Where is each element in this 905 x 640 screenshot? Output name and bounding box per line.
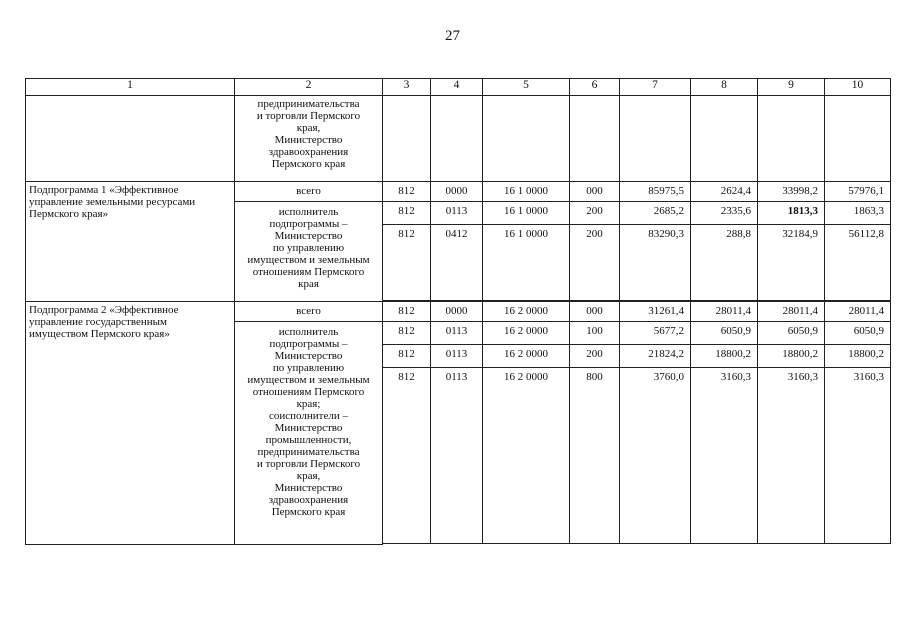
cell: 18800,2 (691, 345, 758, 368)
cell: 812 (383, 345, 431, 368)
cell: 16 2 0000 (483, 368, 570, 544)
cell: 6050,9 (691, 322, 758, 345)
cell: 0113 (431, 368, 483, 544)
cell: 812 (383, 322, 431, 345)
column-number-row (26, 79, 892, 96)
cell: 33998,2 (758, 182, 825, 202)
cell: 2685,2 (620, 202, 691, 225)
cell: 16 1 0000 (483, 202, 570, 225)
subprogram-2-title: Подпрограмма 2 «Эффективное управление государственным имуществом Пермского края» (26, 302, 235, 545)
cell: 16 2 0000 (483, 322, 570, 345)
cell: 812 (383, 225, 431, 301)
budget-table (25, 78, 892, 545)
cell: 812 (383, 202, 431, 225)
cell: 0113 (431, 345, 483, 368)
cell: 57976,1 (825, 182, 891, 202)
cell: 200 (570, 345, 620, 368)
cell: 16 2 0000 (483, 302, 570, 322)
cell: 288,8 (691, 225, 758, 301)
cell: 18800,2 (758, 345, 825, 368)
subprogram-1-executor: исполнитель подпрограммы – Министерство по управлению имуществом и земельным отношениям Пермского края (235, 202, 383, 302)
cell: 0113 (431, 322, 483, 345)
cell: 83290,3 (620, 225, 691, 301)
cell: 1813,3 (758, 202, 825, 225)
cell: 16 1 0000 (483, 182, 570, 202)
column-header-8: 8 (691, 79, 758, 96)
cell: 3760,0 (620, 368, 691, 544)
cell: 21824,2 (620, 345, 691, 368)
column-header-7: 7 (620, 79, 691, 96)
cell: 0000 (431, 302, 483, 322)
table-row (26, 302, 892, 322)
cell: 2335,6 (691, 202, 758, 225)
cell: 28011,4 (758, 302, 825, 322)
cell: 85975,5 (620, 182, 691, 202)
cell: 31261,4 (620, 302, 691, 322)
column-header-4: 4 (431, 79, 483, 96)
cell: 100 (570, 322, 620, 345)
cell: 0113 (431, 202, 483, 225)
subprogram-2-total-label: всего (235, 302, 383, 322)
page-number: 27 (445, 28, 460, 44)
cell: 3160,3 (825, 368, 891, 544)
subprogram-2-executors: исполнитель подпрограммы – Министерство по управлению имуществом и земельным отношениям Пермского края; соисполнители – Министерство промышленности, предпринимательства и торговли Пермского края, Министерство здравоохранения Пермского края (235, 322, 383, 545)
cell: 0000 (431, 182, 483, 202)
continuation-col1 (26, 96, 235, 182)
cell: 000 (570, 302, 620, 322)
cell: 6050,9 (758, 322, 825, 345)
cell: 6050,9 (825, 322, 891, 345)
column-header-1: 1 (26, 79, 235, 96)
column-header-5: 5 (483, 79, 570, 96)
column-header-3: 3 (383, 79, 431, 96)
cell: 0412 (431, 225, 483, 301)
cell: 812 (383, 368, 431, 544)
cell: 812 (383, 182, 431, 202)
cell: 3160,3 (691, 368, 758, 544)
column-header-9: 9 (758, 79, 825, 96)
continuation-row (26, 96, 892, 182)
cell: 28011,4 (691, 302, 758, 322)
subprogram-1-title: Подпрограмма 1 «Эффективное управление земельными ресурсами Пермского края» (26, 182, 235, 302)
column-header-6: 6 (570, 79, 620, 96)
cell: 800 (570, 368, 620, 544)
cell: 56112,8 (825, 225, 891, 301)
cell: 16 2 0000 (483, 345, 570, 368)
cell: 1863,3 (825, 202, 891, 225)
subprogram-1-total-label: всего (235, 182, 383, 202)
cell: 3160,3 (758, 368, 825, 544)
cell: 200 (570, 202, 620, 225)
cell: 000 (570, 182, 620, 202)
cell: 28011,4 (825, 302, 891, 322)
cell: 32184,9 (758, 225, 825, 301)
cell: 200 (570, 225, 620, 301)
column-header-10: 10 (825, 79, 891, 96)
continuation-executors: предпринимательства и торговли Пермского края, Министерство здравоохранения Пермского края (235, 96, 383, 182)
column-header-2: 2 (235, 79, 383, 96)
cell: 5677,2 (620, 322, 691, 345)
cell: 812 (383, 302, 431, 322)
cell: 18800,2 (825, 345, 891, 368)
cell: 2624,4 (691, 182, 758, 202)
cell: 16 1 0000 (483, 225, 570, 301)
table-row (26, 182, 892, 202)
